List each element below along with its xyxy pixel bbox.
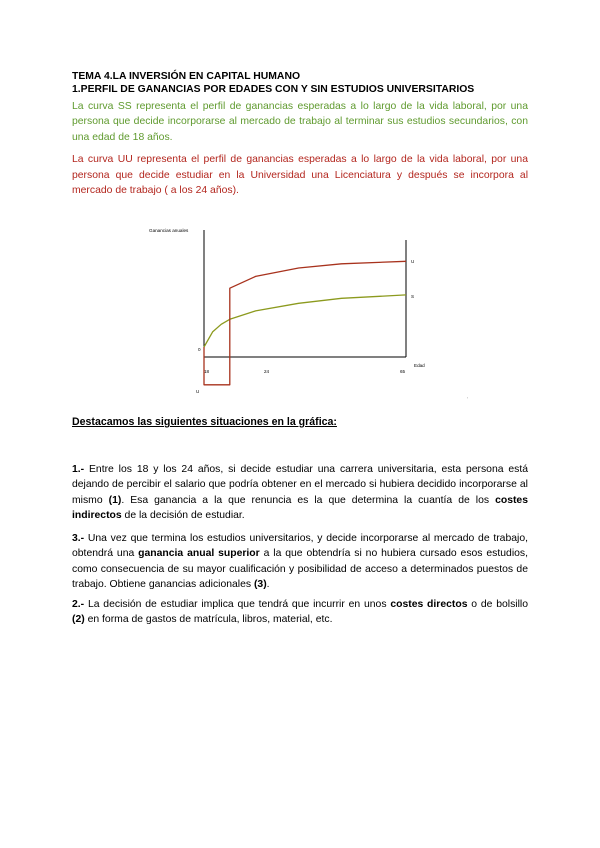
item-1-number: 1.- [72, 464, 85, 475]
x-axis-label: Edad [414, 363, 425, 368]
label-u-negative: U [196, 389, 200, 394]
item-1-bold-b: costes indirectos [72, 494, 528, 522]
item-2-text-a: La decisión de estudiar implica que tendrá que incurrir en unos [84, 599, 391, 610]
section-heading: Destacamos las siguientes situaciones en la gráfica: [72, 416, 337, 428]
u-curve-line [204, 261, 406, 385]
item-1-text-a: Entre los 18 y los 24 años, si decide estudiar una carrera universitaria, esta persona está dejando de percibir el salario que podría obtener en el mercado si hubiera decidido incorporarse al mismo [72, 464, 528, 506]
item-3-bold-a: ganancia anual superior [138, 548, 260, 560]
y-zero-label: 0 [198, 347, 201, 352]
x-tick-label-24: 24 [264, 369, 270, 374]
item-3-text-c: . [266, 579, 270, 591]
label-s-end: S [411, 294, 415, 299]
stray-mark: ' [467, 396, 468, 401]
item-3-bold-b: (3) [253, 579, 267, 591]
item-2-bold-b: (2) [72, 614, 85, 626]
item-1-text-b: . Esa ganancia a la que renuncia es la que determina la cuantía de los [121, 494, 496, 506]
item-1-text-c: de la decisión de estudiar. [121, 510, 245, 522]
y-axis-label: Ganancias anuales [149, 228, 189, 233]
ss-curve-paragraph: La curva SS representa el perfil de ganancias esperadas a lo largo de la vida laboral, por una persona que decide incorporarse al mercado de trabajo al terminar sus estudios secundarios, con una edad de 18 años. [72, 101, 528, 143]
item-2-bold-a: costes directos [390, 599, 468, 610]
s-curve-line [204, 295, 406, 347]
item-2-text-c: en forma de gastos de matrícula, libros, material, etc. [84, 614, 333, 626]
earnings-profile-chart [72, 220, 528, 410]
chart-svg [72, 220, 528, 410]
title-line-2: 1.PERFIL DE GANANCIAS POR EDADES CON Y SIN ESTUDIOS UNIVERSITARIOS [72, 84, 475, 95]
item-1-bold-a: (1) [108, 494, 122, 506]
item-3-number: 3.- [72, 533, 85, 544]
uu-curve-paragraph: La curva UU representa el perfil de ganancias esperadas a lo largo de la vida laboral, por una persona que decide estudiar en la Universidad una Licenciatura y después se incorpora al mercado de trabajo ( a los 24 años). [72, 154, 528, 197]
label-u-end: U [411, 259, 415, 264]
item-2-number: 2.- [72, 599, 85, 610]
x-tick-label-65: 65 [400, 369, 406, 374]
title-line-1: TEMA 4.LA INVERSIÓN EN CAPITAL HUMANO [72, 71, 301, 82]
item-2-paragraph [72, 597, 528, 628]
item-3-paragraph [72, 531, 528, 593]
document-page [72, 70, 529, 626]
item-3-text-a: Una vez que termina los estudios universitarios, y decide incorporarse al mercado de trabajo, obtendrá una [72, 533, 528, 560]
item-1-paragraph [72, 462, 528, 524]
item-3-text-b: a la que obtendría si no hubiera cursado esos estudios, como consecuencia de su mayor cualificación y posibilidad de acceso a determinados puestos de trabajo. Obtiene ganancias adicionales [72, 548, 528, 591]
x-tick-label-18: 18 [204, 369, 210, 374]
item-2-text-b: o de bolsillo [467, 599, 529, 610]
